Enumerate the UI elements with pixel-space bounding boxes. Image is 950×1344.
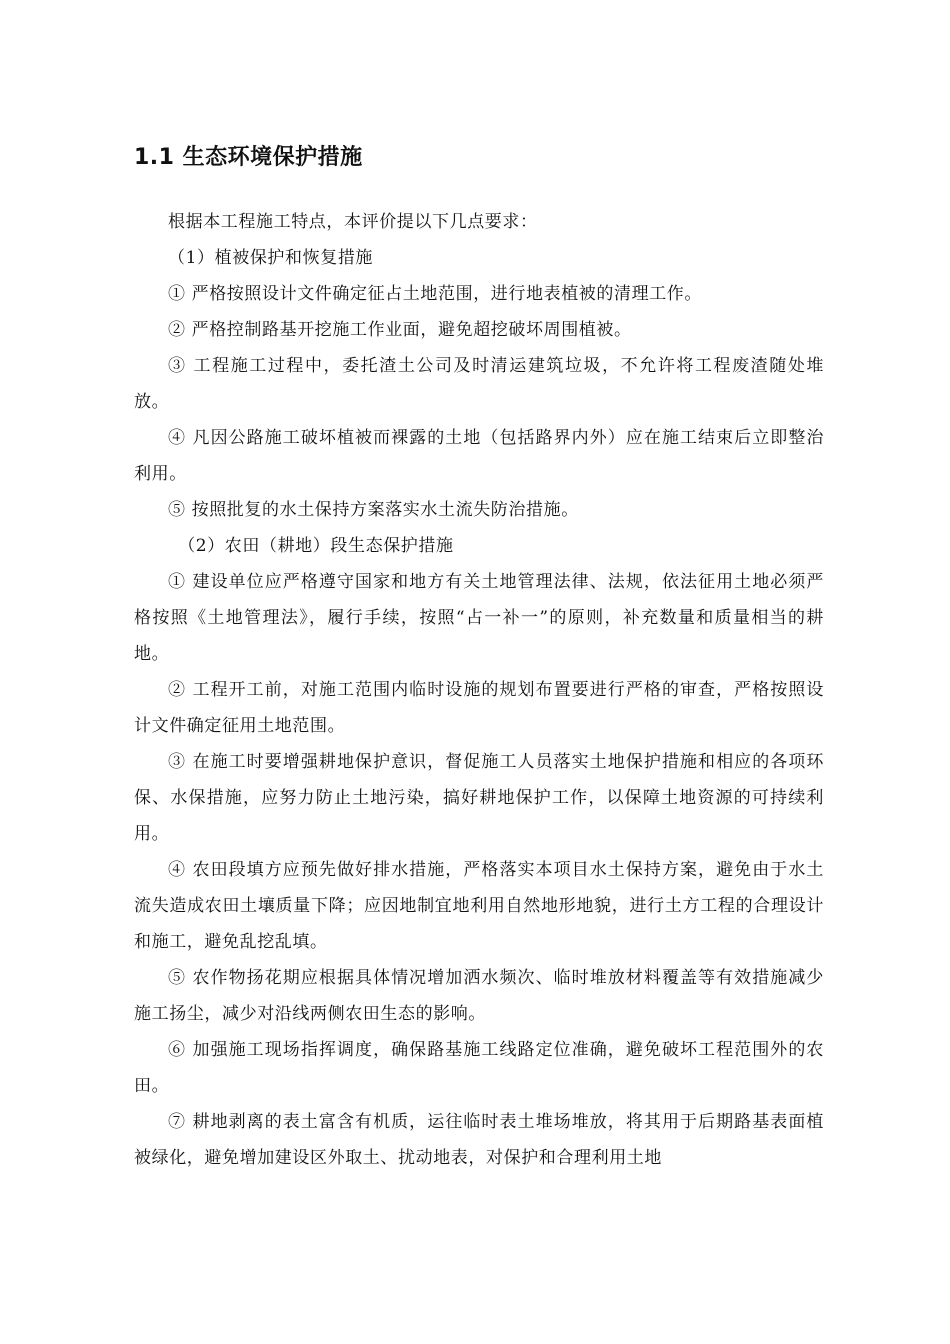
section-number: 1.1 bbox=[134, 145, 175, 170]
paragraph-item: ⑤ 按照批复的水土保持方案落实水土流失防治措施。 bbox=[168, 500, 579, 520]
paragraph-item: ⑦ 耕地剥离的表土富含有机质，运往临时表土堆场堆放，将其用于后期路基表面植被绿化，避免增加建设区外取土、扰动地表，对保护和合理利用土地 bbox=[134, 1112, 824, 1168]
paragraph-item: ⑤ 农作物扬花期应根据具体情况增加洒水频次、临时堆放材料覆盖等有效措施减少施工扬尘，减少对沿线两侧农田生态的影响。 bbox=[134, 968, 824, 1024]
paragraph-item: ⑥ 加强施工现场指挥调度，确保路基施工线路定位准确，避免破坏工程范围外的农田。 bbox=[134, 1040, 824, 1096]
subheading-vegetation: （1）植被保护和恢复措施 bbox=[168, 248, 374, 268]
subheading-farmland: （2）农田（耕地）段生态保护措施 bbox=[178, 536, 454, 556]
paragraph-item: ④ 凡因公路施工破坏植被而裸露的土地（包括路界内外）应在施工结束后立即整治利用。 bbox=[134, 428, 824, 484]
paragraph-item: ① 严格按照设计文件确定征占土地范围，进行地表植被的清理工作。 bbox=[168, 284, 703, 304]
body-text bbox=[134, 204, 824, 1176]
intro-paragraph: 根据本工程施工特点，本评价提以下几点要求： bbox=[168, 212, 538, 232]
paragraph-item: ② 严格控制路基开挖施工作业面，避免超挖破坏周围植被。 bbox=[168, 320, 632, 340]
paragraph-item: ③ 工程施工过程中，委托渣土公司及时清运建筑垃圾，不允许将工程废渣随处堆放。 bbox=[134, 356, 824, 412]
paragraph-item: ④ 农田段填方应预先做好排水措施，严格落实本项目水土保持方案，避免由于水土流失造成农田土壤质量下降；应因地制宜地利用自然地形地貌，进行土方工程的合理设计和施工，避免乱挖乱填。 bbox=[134, 860, 824, 952]
paragraph-item: ① 建设单位应严格遵守国家和地方有关土地管理法律、法规，依法征用土地必须严格按照《土地管理法》，履行手续，按照“占一补一”的原则，补充数量和质量相当的耕地。 bbox=[134, 572, 824, 664]
paragraph-item: ② 工程开工前，对施工范围内临时设施的规划布置要进行严格的审查，严格按照设计文件确定征用土地范围。 bbox=[134, 680, 824, 736]
paragraph-item: ③ 在施工时要增强耕地保护意识，督促施工人员落实土地保护措施和相应的各项环保、水保措施，应努力防止土地污染，搞好耕地保护工作，以保障土地资源的可持续利用。 bbox=[134, 752, 824, 844]
section-title: 生态环境保护措施 bbox=[182, 145, 363, 170]
section-heading bbox=[134, 140, 363, 171]
